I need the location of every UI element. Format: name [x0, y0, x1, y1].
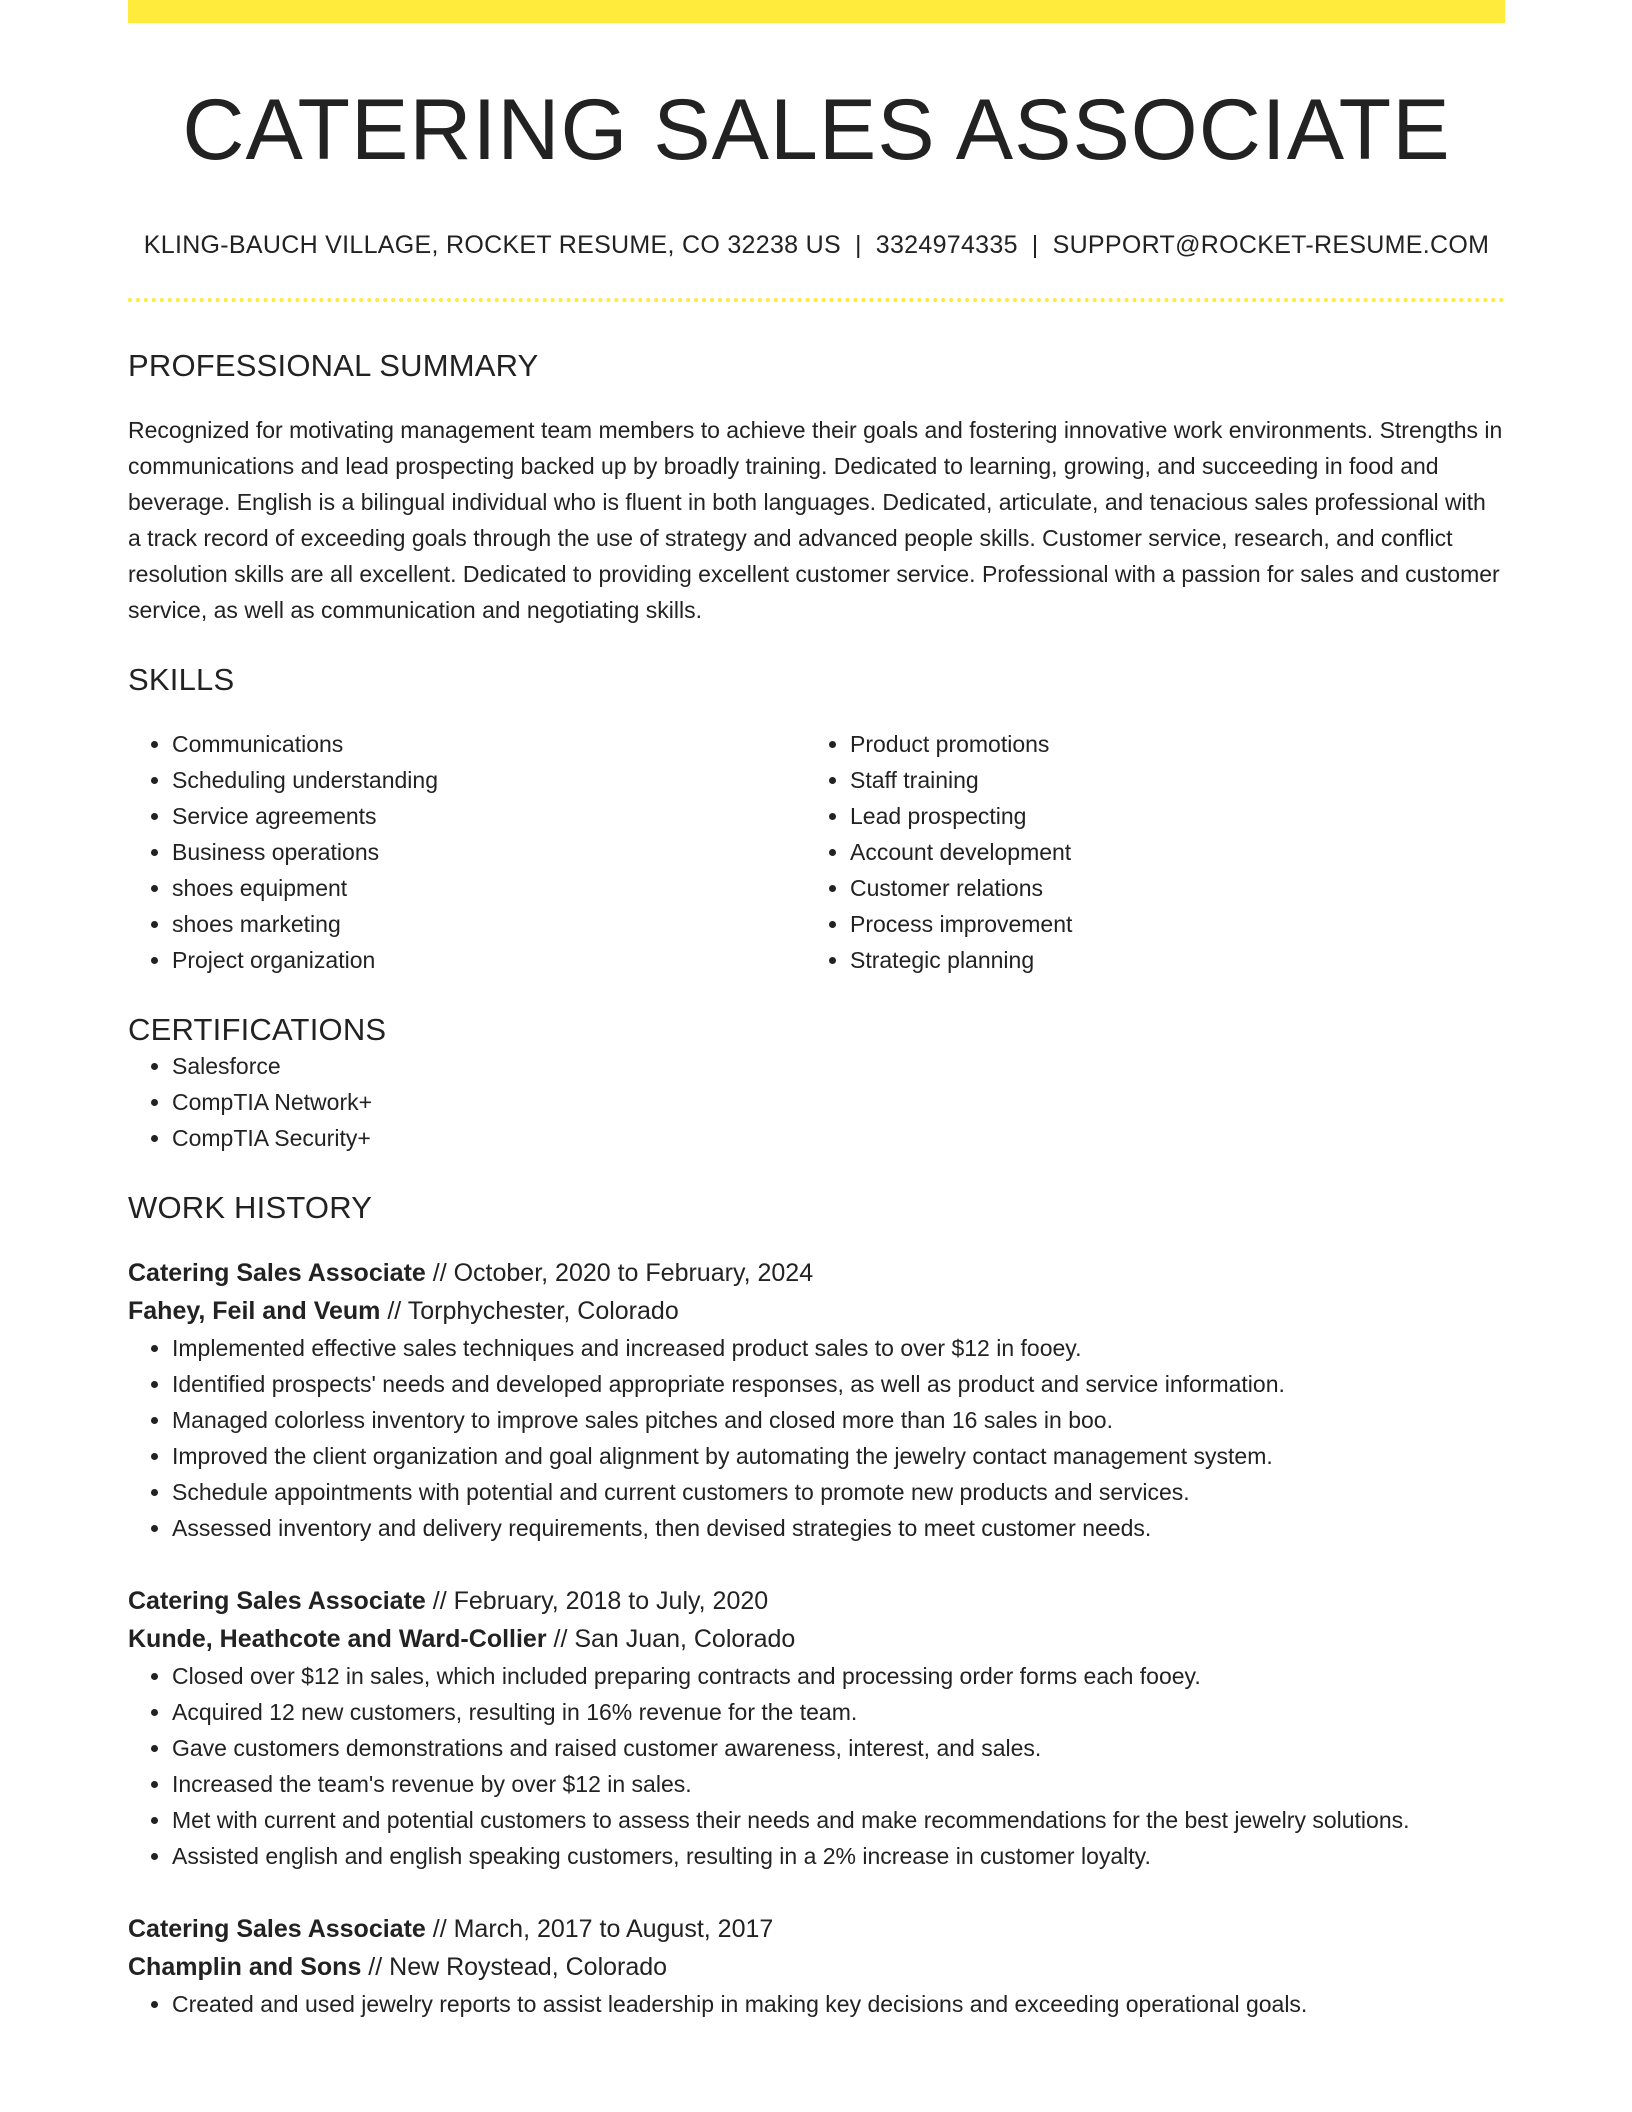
summary-text: Recognized for motivating management team members to achieve their goals and fostering innovative work environments. Strengths in communications and lead prospecting backed up by broadly training. Dedicated to learning, growing, and succeeding in food and beverage. English is a bilingual individual who is fluent in both languages. Dedicated, articulate, and tenacious sales professional with a track record of exceeding goals through the use of strategy and advanced people skills. Customer service, research, and conflict resolution skills are all excellent. Dedicated to providing excellent customer service. Professional with a passion for sales and customer service, as well as communication and negotiating skills.: [128, 417, 1503, 624]
resume-name: CATERING SALES ASSOCIATE: [182, 82, 1451, 178]
job-dates: // March, 2017 to August, 2017: [425, 1915, 774, 1944]
job-company-line: [128, 1292, 1505, 1330]
job-role-line: [128, 1254, 1505, 1292]
job-bullet: • Improved the client organization and goal alignment by automating the jewelry contact management system.: [172, 1438, 1505, 1474]
certification-item: • Salesforce: [172, 1048, 1505, 1084]
skill-item: • Lead prospecting: [850, 798, 1484, 834]
job-bullets: [128, 1658, 1505, 1874]
certifications-heading: CERTIFICATIONS: [128, 1012, 387, 1048]
skill-item: • Scheduling understanding: [172, 762, 806, 798]
job-company: Fahey, Feil and Veum: [128, 1297, 381, 1326]
contact-separator: |: [1031, 231, 1039, 260]
skills-column-right: [806, 726, 1484, 978]
contact-line: [128, 231, 1505, 260]
resume-page: [128, 0, 1505, 2022]
job-bullet: • Schedule appointments with potential and current customers to promote new products and services.: [172, 1474, 1505, 1510]
job-bullet: • Gave customers demonstrations and raised customer awareness, interest, and sales.: [172, 1730, 1505, 1766]
job-bullet: • Assisted english and english speaking customers, resulting in a 2% increase in customer loyalty.: [172, 1838, 1505, 1874]
skills-grid: [128, 726, 1505, 978]
summary-heading: PROFESSIONAL SUMMARY: [128, 348, 539, 384]
skill-item: • Process improvement: [850, 906, 1484, 942]
skill-item: • Service agreements: [172, 798, 806, 834]
job-location: // New Roystead, Colorado: [361, 1953, 668, 1982]
skills-heading: SKILLS: [128, 662, 235, 698]
job-bullet: • Assessed inventory and delivery requirements, then devised strategies to meet customer needs.: [172, 1510, 1505, 1546]
job-entry: [128, 1582, 1505, 1874]
job-role: Catering Sales Associate: [128, 1259, 426, 1288]
skill-item: • Account development: [850, 834, 1484, 870]
job-bullet: • Implemented effective sales techniques and increased product sales to over $12 in fooey.: [172, 1330, 1505, 1366]
skill-item: • Strategic planning: [850, 942, 1484, 978]
job-location: // Torphychester, Colorado: [380, 1297, 679, 1326]
job-entry: [128, 1254, 1505, 1546]
job-location: // San Juan, Colorado: [546, 1625, 796, 1654]
job-dates: // February, 2018 to July, 2020: [425, 1587, 769, 1616]
job-bullet: • Closed over $12 in sales, which included preparing contracts and processing order forms each fooey.: [172, 1658, 1505, 1694]
job-bullet: • Managed colorless inventory to improve sales pitches and closed more than 16 sales in boo.: [172, 1402, 1505, 1438]
job-bullets: [128, 1330, 1505, 1546]
skill-item: • shoes equipment: [172, 870, 806, 906]
job-bullets: [128, 1986, 1505, 2022]
job-bullet: • Acquired 12 new customers, resulting in 16% revenue for the team.: [172, 1694, 1505, 1730]
contact-address: KLING-BAUCH VILLAGE, ROCKET RESUME, CO 32238 US: [143, 231, 841, 260]
job-role: Catering Sales Associate: [128, 1915, 426, 1944]
certification-item: • CompTIA Security+: [172, 1120, 1505, 1156]
job-entry: [128, 1910, 1505, 2022]
skill-item: • shoes marketing: [172, 906, 806, 942]
contact-separator: |: [854, 231, 862, 260]
job-bullet: • Met with current and potential customers to assess their needs and make recommendations for the best jewelry solutions.: [172, 1802, 1505, 1838]
job-company: Kunde, Heathcote and Ward-Collier: [128, 1625, 547, 1654]
skill-item: • Customer relations: [850, 870, 1484, 906]
job-company-line: [128, 1948, 1505, 1986]
skill-item: • Product promotions: [850, 726, 1484, 762]
skill-item: • Communications: [172, 726, 806, 762]
job-role-line: [128, 1910, 1505, 1948]
skill-item: • Staff training: [850, 762, 1484, 798]
dotted-divider: [128, 298, 1505, 302]
skills-column-left: [128, 726, 806, 978]
top-accent-bar: [128, 0, 1505, 23]
job-role: Catering Sales Associate: [128, 1587, 426, 1616]
job-company: Champlin and Sons: [128, 1953, 362, 1982]
job-bullet: • Created and used jewelry reports to assist leadership in making key decisions and exceeding operational goals.: [172, 1986, 1505, 2022]
skill-item: • Business operations: [172, 834, 806, 870]
certifications-list: [128, 1048, 1505, 1156]
skill-item: • Project organization: [172, 942, 806, 978]
job-dates: // October, 2020 to February, 2024: [425, 1259, 814, 1288]
certification-item: • CompTIA Network+: [172, 1084, 1505, 1120]
job-role-line: [128, 1582, 1505, 1620]
contact-phone: 3324974335: [875, 231, 1018, 260]
job-bullet: • Increased the team's revenue by over $12 in sales.: [172, 1766, 1505, 1802]
job-company-line: [128, 1620, 1505, 1658]
job-bullet: • Identified prospects' needs and developed appropriate responses, as well as product and service information.: [172, 1366, 1505, 1402]
contact-email: SUPPORT@ROCKET-RESUME.COM: [1052, 231, 1490, 260]
work-history-heading: WORK HISTORY: [128, 1190, 373, 1226]
